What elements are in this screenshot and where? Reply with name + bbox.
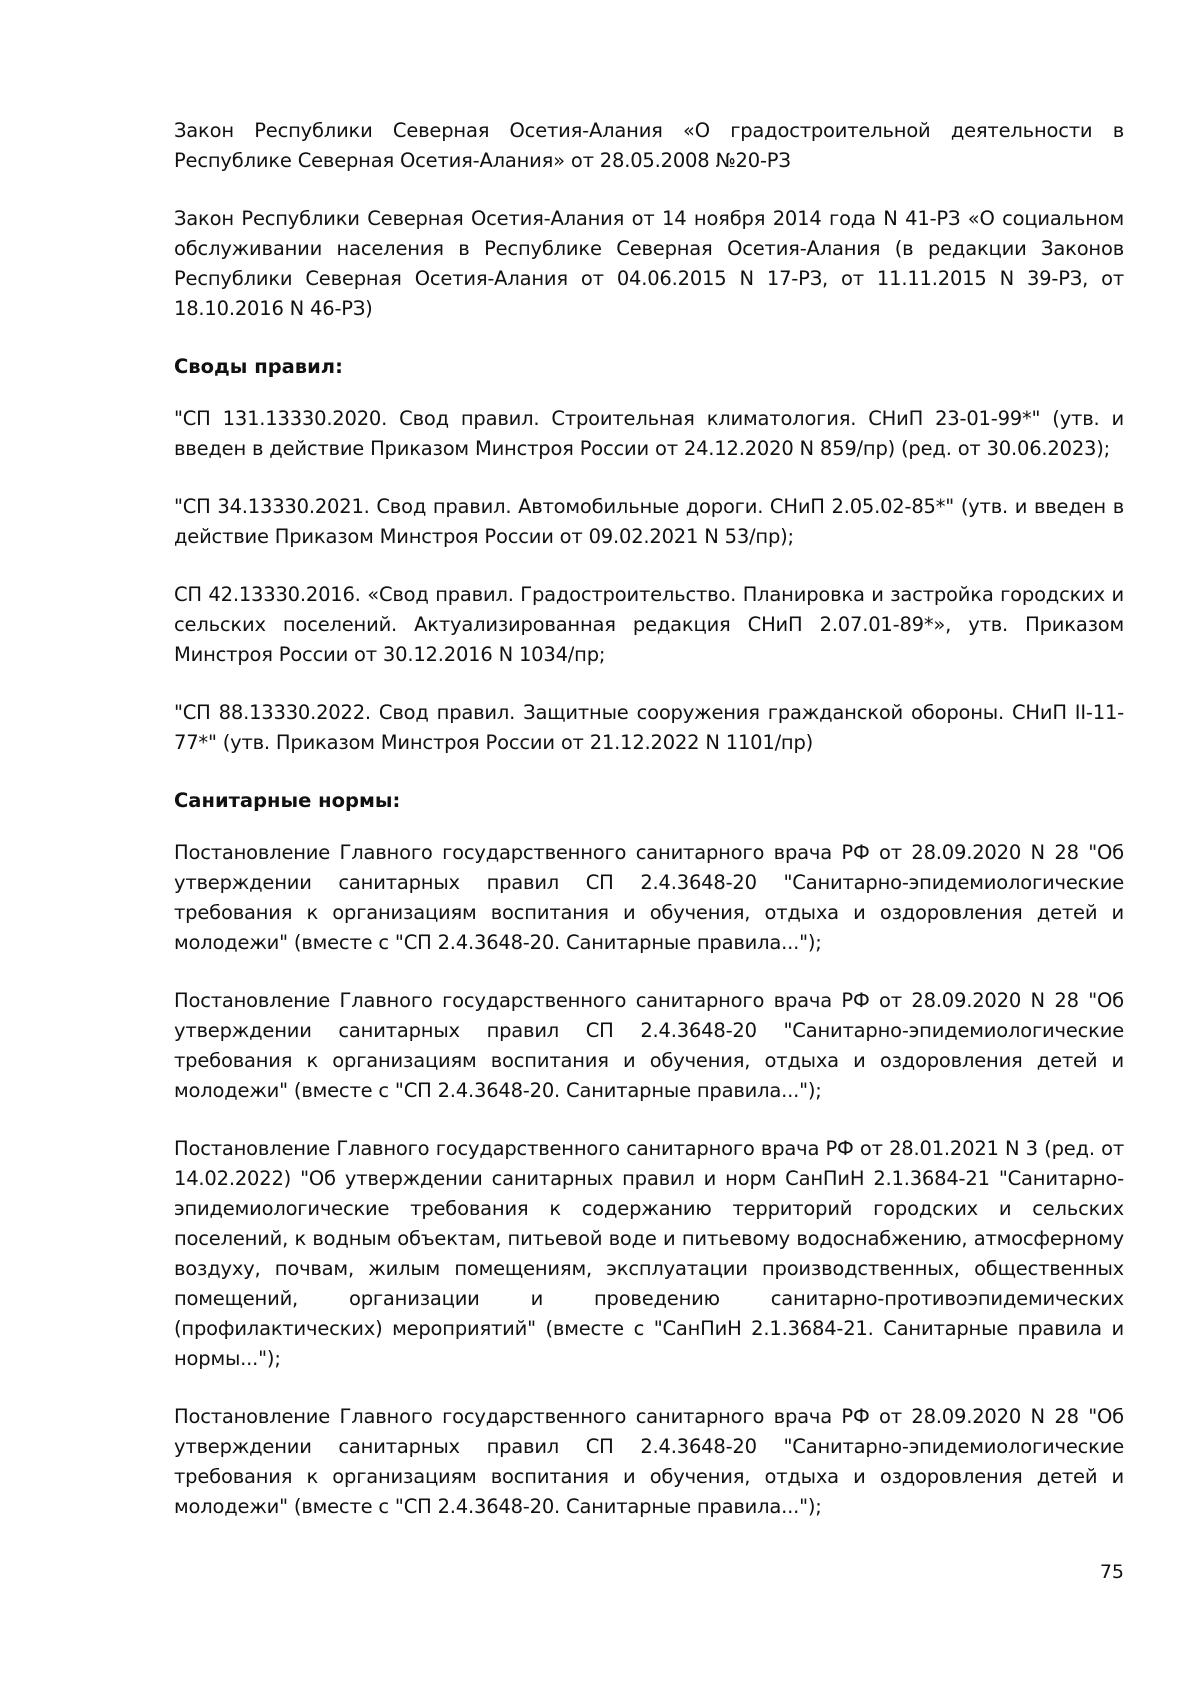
- section-heading-svody: Своды правил:: [174, 355, 343, 378]
- paragraph-law-urban-planning: Закон Республики Северная Осетия-Алания «О градостроительной деятельности в Республике Северная Осетия-Алания» от 28.05.2008 №20-РЗ: [174, 119, 1124, 172]
- paragraph-sanitary-1: Постановление Главного государственного санитарного врача РФ от 28.09.2020 N 28 "Об утверждении санитарных правил СП 2.4.3648-20 "Санитарно-эпидемиологические требования к организациям воспитания и обучения, отдыха и оздоровления детей и молодежи" (вместе с "СП 2.4.3648-20. Санитарные правила...");: [174, 841, 1124, 954]
- paragraph-sp-34: "СП 34.13330.2021. Свод правил. Автомобильные дороги. СНиП 2.05.02-85*" (утв. и введен в действие Приказом Минстроя России от 09.02.2021 N 53/пр);: [174, 495, 1124, 548]
- paragraph-sanitary-2: Постановление Главного государственного санитарного врача РФ от 28.09.2020 N 28 "Об утверждении санитарных правил СП 2.4.3648-20 "Санитарно-эпидемиологические требования к организациям воспитания и обучения, отдыха и оздоровления детей и молодежи" (вместе с "СП 2.4.3648-20. Санитарные правила...");: [174, 989, 1124, 1102]
- paragraph-sp-42: СП 42.13330.2016. «Свод правил. Градостроительство. Планировка и застройка городских и сельских поселений. Актуализированная редакция СНиП 2.07.01-89*», утв. Приказом Минстроя России от 30.12.2016 N 1034/пр;: [174, 583, 1124, 666]
- paragraph-sp-131: "СП 131.13330.2020. Свод правил. Строительная климатология. СНиП 23-01-99*" (утв. и введен в действие Приказом Минстроя России от 24.12.2020 N 859/пр) (ред. от 30.06.2023);: [174, 407, 1124, 460]
- paragraph-sanitary-4: Постановление Главного государственного санитарного врача РФ от 28.09.2020 N 28 "Об утверждении санитарных правил СП 2.4.3648-20 "Санитарно-эпидемиологические требования к организациям воспитания и обучения, отдыха и оздоровления детей и молодежи" (вместе с "СП 2.4.3648-20. Санитарные правила...");: [174, 1405, 1124, 1518]
- document-body: [174, 116, 1124, 1550]
- paragraph-sp-88: "СП 88.13330.2022. Свод правил. Защитные сооружения гражданской обороны. СНиП II-11-77*" (утв. Приказом Минстроя России от 21.12.2022 N 1101/пр): [174, 701, 1124, 754]
- paragraph-law-social-services: Закон Республики Северная Осетия-Алания от 14 ноября 2014 года N 41-РЗ «О социальном обслуживании населения в Республике Северная Осетия-Алания (в редакции Законов Республики Северная Осетия-Алания от 04.06.2015 N 17-РЗ, от 11.11.2015 N 39-РЗ, от 18.10.2016 N 46-РЗ): [174, 207, 1124, 320]
- section-heading-sanitary: Санитарные нормы:: [174, 789, 401, 812]
- page-number: 75: [1099, 1561, 1124, 1583]
- paragraph-sanitary-3: Постановление Главного государственного санитарного врача РФ от 28.01.2021 N 3 (ред. от 14.02.2022) "Об утверждении санитарных правил и норм СанПиН 2.1.3684-21 "Санитарно-эпидемиологические требования к содержанию территорий городских и сельских поселений, к водным объектам, питьевой воде и питьевому водоснабжению, атмосферному воздуху, почвам, жилым помещениям, эксплуатации производственных, общественных помещений, организации и проведению санитарно-противоэпидемических (профилактических) мероприятий" (вместе с "СанПиН 2.1.3684-21. Санитарные правила и нормы...");: [174, 1137, 1124, 1370]
